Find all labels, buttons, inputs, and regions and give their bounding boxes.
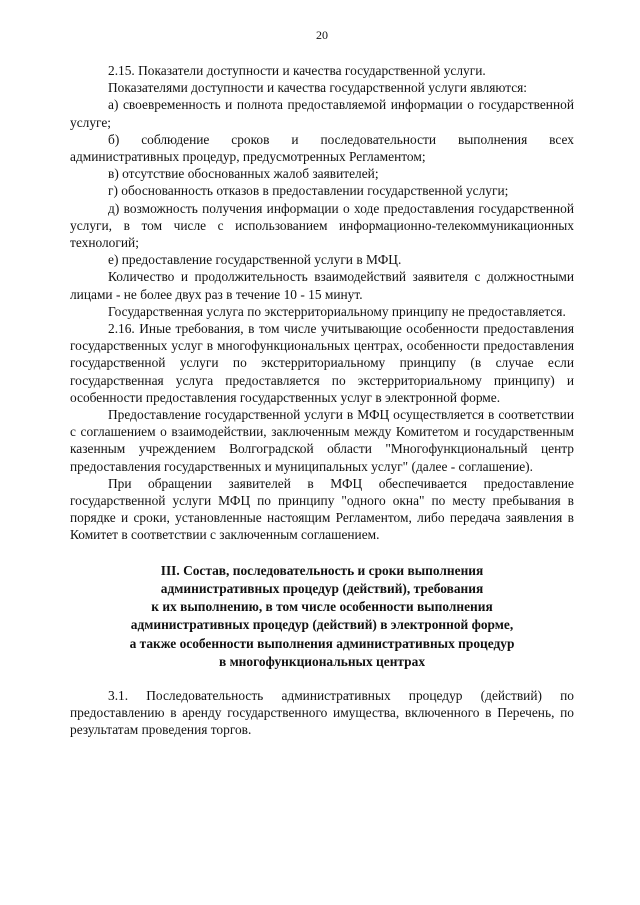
paragraph-2-15: 2.15. Показатели доступности и качества государственной услуги. bbox=[108, 63, 486, 78]
paragraph-one-window: При обращении заявителей в МФЦ обеспечивается предоставление государственной услуги МФЦ по принципу "одного окна" по месту пребывания в порядке и сроки, установленные настоящим Регламентом, либо передача заявления в Комитет в соответствии с заключенным соглашением. bbox=[70, 475, 574, 543]
paragraph-3-1: 3.1. Последовательность административных процедур (действий) по предоставлению в аренду государственного имущества, включенного в Перечень, по результатам проведения торгов. bbox=[70, 687, 574, 738]
paragraph-indicators-intro: Показателями доступности и качества государственной услуги являются: bbox=[108, 80, 528, 96]
heading-line: в многофункциональных центрах bbox=[218, 653, 426, 669]
heading-line: а также особенности выполнения административных процедур bbox=[129, 635, 515, 651]
list-item-g: г) обоснованность отказов в предоставлении государственной услуги; bbox=[108, 183, 509, 199]
paragraph-exterritorial: Государственная услуга по экстерриториальному принципу не предоставляется. bbox=[108, 303, 566, 319]
paragraph-2-16: 2.16. Иные требования, в том числе учитывающие особенности предоставления государственных услуг в многофункциональных центрах, особенности предоставления государственной услуги по экстерриториальному принципу (в случае если государственная услуга предоставляется по экстерриториальному принципу) и особенности предоставления государственных услуг в электронной форме. bbox=[70, 321, 574, 405]
list-item-e: е) предоставление государственной услуги в МФЦ. bbox=[108, 252, 402, 268]
section-heading-iii bbox=[70, 562, 574, 671]
document-page bbox=[70, 28, 574, 739]
list-item-a: а) своевременность и полнота предоставляемой информации о государственной услуге; bbox=[70, 97, 574, 130]
list-item-d: д) возможность получения информации о ходе предоставления государственной услуги, в том числе с использованием информационно-телекоммуникационных технологий; bbox=[70, 200, 574, 251]
heading-line: к их выполнению, в том числе особенности выполнения bbox=[151, 599, 493, 615]
page-number: 20 bbox=[316, 28, 328, 42]
heading-line: административных процедур (действий), требования bbox=[160, 580, 484, 596]
list-item-b: б) соблюдение сроков и последовательности выполнения всех административных процедур, предусмотренных Регламентом; bbox=[70, 131, 574, 165]
heading-line: III. Состав, последовательность и сроки выполнения bbox=[160, 562, 484, 578]
paragraph-mfc-agreement: Предоставление государственной услуги в МФЦ осуществляется в соответствии с соглашением о взаимодействии, заключенным между Комитетом и государственным казенным учреждением Волгоградской области "Многофункциональный центр предоставления государственных и муниципальных услуг" (далее - соглашение). bbox=[70, 407, 574, 474]
heading-line: административных процедур (действий) в электронной форме, bbox=[130, 617, 514, 633]
list-item-v: в) отсутствие обоснованных жалоб заявителей; bbox=[108, 166, 379, 182]
paragraph-interactions: Количество и продолжительность взаимодействий заявителя с должностными лицами - не более двух раз в течение 10 - 15 минут. bbox=[70, 269, 574, 302]
